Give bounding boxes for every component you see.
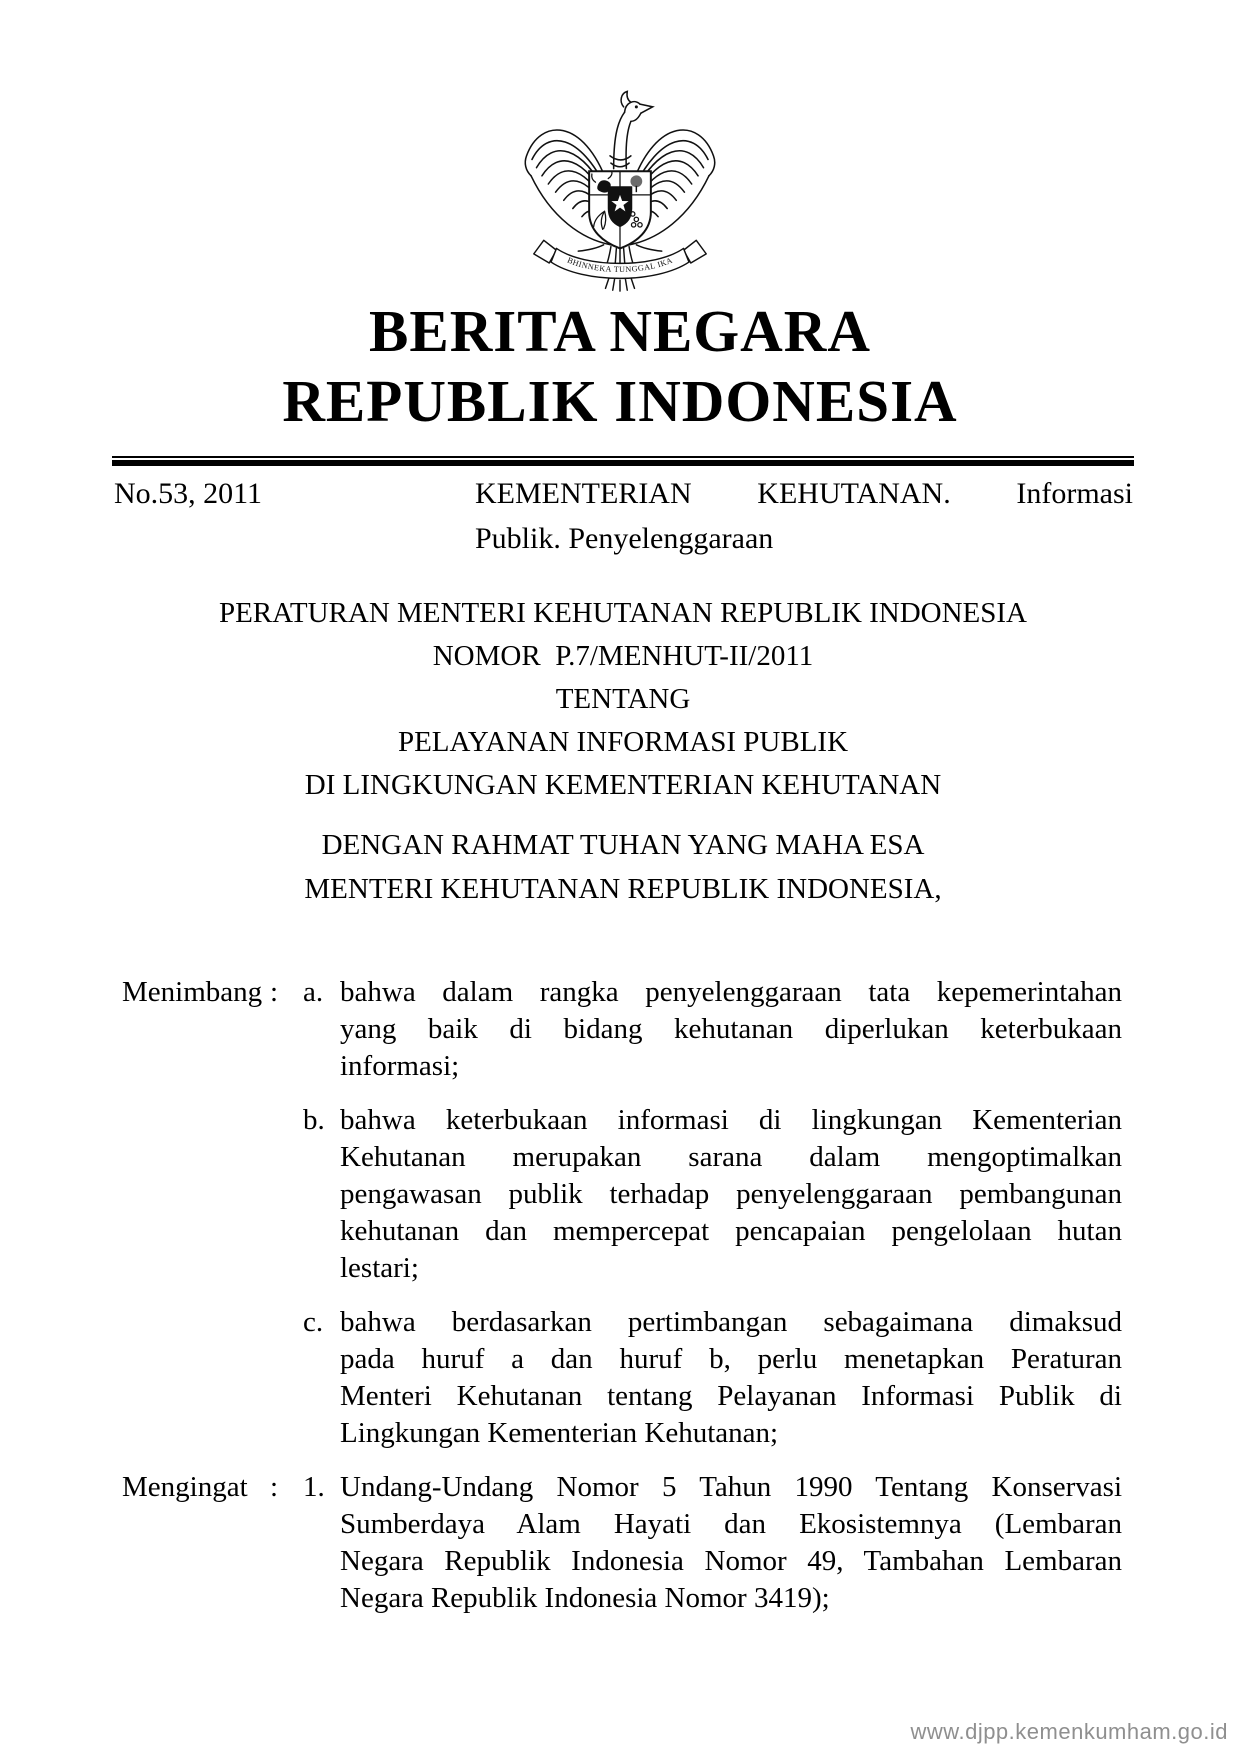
body-text-line: Undang-Undang Nomor 5 Tahun 1990 Tentang Konservasi	[340, 1471, 1122, 1503]
gazette-title-line2: REPUBLIK INDONESIA	[282, 368, 958, 434]
authority-line: MENTERI KEHUTANAN REPUBLIK INDONESIA,	[304, 873, 942, 905]
body-text-line: lestari;	[340, 1252, 419, 1284]
invocation-block	[112, 823, 1134, 911]
consideration-item-c	[340, 1304, 1122, 1452]
regulation-title-line-2: NOMOR P.7/MENHUT-II/2011	[432, 640, 814, 672]
body-text-line: bahwa berdasarkan pertimbangan sebagaimana dimaksud	[340, 1306, 1122, 1338]
invocation-line: DENGAN RAHMAT TUHAN YANG MAHA ESA	[321, 829, 925, 861]
body-text-line: Negara Republik Indonesia Nomor 49, Tambahan Lembaran	[340, 1545, 1122, 1577]
body-text-line: informasi;	[340, 1050, 460, 1082]
body-text-line: Lingkungan Kementerian Kehutanan;	[340, 1417, 779, 1449]
body-text-line: Kehutanan merupakan sarana dalam mengoptimalkan	[340, 1141, 1122, 1173]
subject-block	[475, 471, 1133, 561]
body-text-line: yang baik di bidang kehutanan diperlukan keterbukaan	[340, 1013, 1122, 1045]
footer-watermark-url: www.djpp.kemenkumham.go.id	[910, 1719, 1228, 1744]
legal-basis-colon: :	[270, 1471, 279, 1503]
legal-basis-item-1	[340, 1469, 1122, 1617]
considerations-colon: :	[270, 976, 279, 1008]
regulation-heading	[112, 592, 1134, 807]
body-text-line: pada huruf a dan huruf b, perlu menetapkan Peraturan	[340, 1343, 1122, 1375]
legal-basis-label: Mengingat	[122, 1471, 248, 1503]
body-text-line: bahwa dalam rangka penyelenggaraan tata kepemerintahan	[340, 976, 1122, 1008]
subject-line-2: Publik. Penyelenggaraan	[475, 522, 774, 555]
body-text-line: Negara Republik Indonesia Nomor 3419);	[340, 1582, 830, 1614]
emblem-motto-text: BHINNEKA TUNGGAL IKA	[565, 255, 675, 275]
body-text-line: Menteri Kehutanan tentang Pelayanan Informasi Publik di	[340, 1380, 1122, 1412]
consideration-row-c	[112, 1304, 1134, 1452]
body-text-line: pengawasan publik terhadap penyelenggaraan pembangunan	[340, 1178, 1122, 1210]
considerations-label: Menimbang	[122, 976, 263, 1008]
gazette-title	[0, 296, 1240, 436]
regulation-title-line-5: DI LINGKUNGAN KEMENTERIAN KEHUTANAN	[304, 769, 942, 801]
item-marker-1: 1.	[303, 1471, 325, 1503]
regulation-title-line-3: TENTANG	[555, 683, 691, 715]
subject-line-1: KEMENTERIAN KEHUTANAN. Informasi	[475, 477, 1133, 510]
item-marker-c: c.	[303, 1306, 324, 1338]
garuda-pancasila-emblem	[520, 76, 720, 292]
masthead-rule-thick-line	[112, 460, 1134, 466]
body-text-line: bahwa keterbukaan informasi di lingkungan Kementerian	[340, 1104, 1122, 1136]
considerations-section	[112, 974, 1134, 1085]
consideration-row-b	[112, 1102, 1134, 1287]
gazette-title-line1: BERITA NEGARA	[368, 298, 872, 364]
emblem-container	[0, 76, 1240, 297]
item-marker-a: a.	[303, 976, 324, 1008]
body-text-line: kehutanan dan mempercepat pencapaian pengelolaan hutan	[340, 1215, 1122, 1247]
regulation-title-line-1: PERATURAN MENTERI KEHUTANAN REPUBLIK INDONESIA	[218, 597, 1028, 629]
consideration-item-a	[340, 974, 1122, 1085]
item-marker-b: b.	[303, 1104, 325, 1136]
clauses	[112, 974, 1134, 1617]
regulation-title-line-4: PELAYANAN INFORMASI PUBLIK	[397, 726, 849, 758]
consideration-item-b	[340, 1102, 1122, 1287]
legal-basis-section	[112, 1469, 1134, 1617]
masthead-rule	[112, 456, 1134, 466]
issue-number: No.53, 2011	[114, 477, 263, 510]
body-text-line: Sumberdaya Alam Hayati dan Ekosistemnya (Lembaran	[340, 1508, 1122, 1540]
